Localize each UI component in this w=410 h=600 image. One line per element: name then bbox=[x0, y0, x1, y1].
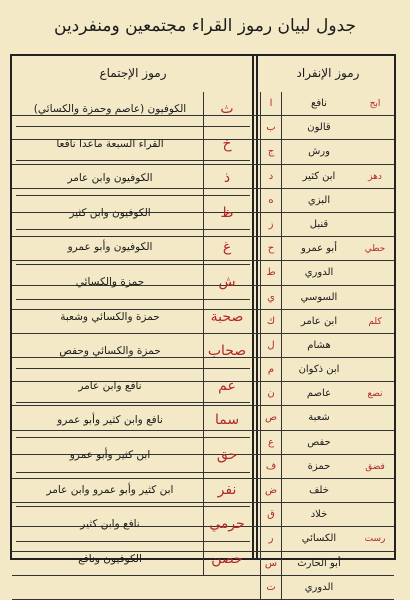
combined-row bbox=[16, 403, 250, 438]
reader-name: حمزة bbox=[307, 460, 331, 472]
group-label bbox=[362, 261, 388, 284]
group-label bbox=[362, 552, 388, 575]
reader-name: السوسي bbox=[300, 291, 338, 303]
combined-symbol: ظ bbox=[203, 196, 250, 230]
combined-row bbox=[16, 92, 250, 127]
reader-code: ه bbox=[260, 189, 282, 212]
combined-description: الكوفيون ونافع bbox=[78, 552, 142, 565]
combined-description: الكوفيون وابن عامر bbox=[67, 172, 153, 185]
reader-code: ح bbox=[260, 237, 282, 260]
reader-code: ي bbox=[260, 286, 282, 309]
combined-description: الكوفيون وابن كثير bbox=[69, 206, 151, 219]
group-label: نصع bbox=[367, 389, 383, 400]
reader-code: ب bbox=[260, 116, 282, 139]
reader-code: ت bbox=[260, 576, 282, 599]
combined-row bbox=[16, 196, 250, 231]
reader-code: ج bbox=[260, 140, 282, 163]
combined-symbol: غ bbox=[203, 230, 250, 264]
reader-name: الدوري bbox=[304, 267, 334, 279]
reader-name: البزي bbox=[307, 194, 331, 206]
combined-header: رموز الإجتماع bbox=[99, 66, 167, 80]
combined-symbol: سما bbox=[203, 403, 250, 437]
group-label bbox=[362, 286, 388, 309]
combined-row bbox=[16, 369, 250, 404]
combined-description: الكوفيون وأبو عمرو bbox=[67, 241, 153, 254]
individual-header: رموز الإنفراد bbox=[296, 66, 360, 80]
reader-code: م bbox=[260, 358, 282, 381]
group-label: كلم bbox=[368, 316, 382, 327]
reader-name: خلاد bbox=[310, 509, 328, 521]
reader-code: د bbox=[260, 165, 282, 188]
reader-code: ف bbox=[260, 455, 282, 478]
reader-name: ابن ذكوان bbox=[298, 364, 340, 376]
combined-row bbox=[16, 230, 250, 265]
combined-description: نافع وابن عامر bbox=[78, 379, 142, 392]
group-label bbox=[362, 116, 388, 139]
combined-description: ابن كثير وأبو عمرو bbox=[69, 448, 151, 461]
reader-code: ل bbox=[260, 334, 282, 357]
reader-name: أبو عمرو bbox=[300, 243, 337, 255]
combined-description: ابن كثير وأبو عمرو وابن عامر bbox=[46, 483, 174, 496]
individual-row bbox=[12, 576, 394, 600]
reader-name: شعبة bbox=[308, 412, 330, 424]
reader-code: ز bbox=[260, 213, 282, 236]
reader-name: عاصم bbox=[306, 388, 332, 400]
group-label bbox=[362, 140, 388, 163]
group-label bbox=[362, 479, 388, 502]
group-label bbox=[362, 406, 388, 429]
reader-name: ابن كثير bbox=[302, 170, 336, 182]
combined-symbol: حصن bbox=[203, 542, 250, 576]
reader-name: خلف bbox=[309, 485, 329, 496]
group-label bbox=[362, 576, 388, 599]
group-label bbox=[362, 358, 388, 381]
reader-name: نافع bbox=[311, 98, 327, 109]
combined-symbol: صحاب bbox=[203, 334, 250, 368]
combined-row bbox=[16, 300, 250, 335]
group-label: ابج bbox=[369, 99, 381, 109]
reader-name: هشام bbox=[307, 339, 331, 351]
group-label bbox=[362, 503, 388, 526]
combined-row bbox=[16, 507, 250, 542]
group-label: رست bbox=[364, 534, 386, 545]
combined-row bbox=[16, 127, 250, 162]
combined-description: القراء السبعة ماعدا نافعا bbox=[56, 137, 164, 150]
combined-row bbox=[16, 542, 250, 577]
reader-code: ك bbox=[260, 310, 282, 333]
reader-code: ق bbox=[260, 503, 282, 526]
combined-description: حمزة والكسائي وحفص bbox=[59, 345, 161, 358]
reader-name: الدوري bbox=[304, 581, 334, 593]
combined-symbol: ث bbox=[203, 92, 250, 126]
combined-row bbox=[16, 265, 250, 300]
reader-code: ص bbox=[260, 406, 282, 429]
reader-code: ن bbox=[260, 382, 282, 405]
combined-row bbox=[16, 438, 250, 473]
combined-description: نافع وابن كثير bbox=[80, 518, 140, 531]
group-label bbox=[362, 431, 388, 454]
reader-name: ورش bbox=[308, 146, 330, 158]
combined-symbol: نفر bbox=[203, 473, 250, 507]
combined-symbol: عم bbox=[203, 369, 250, 403]
reader-code: ض bbox=[260, 479, 282, 502]
combined-symbol: ذ bbox=[203, 161, 250, 195]
combined-symbol: ش bbox=[203, 265, 250, 299]
group-label bbox=[362, 334, 388, 357]
combined-symbol: صحبة bbox=[203, 300, 250, 334]
combined-description: حمزة والكسائي bbox=[75, 275, 145, 288]
reader-code: ط bbox=[260, 261, 282, 284]
reader-code: س bbox=[260, 552, 282, 575]
group-label: دهز bbox=[368, 171, 382, 182]
group-label: فضق bbox=[365, 461, 385, 472]
combined-description: نافع وابن كثير وأبو عمرو bbox=[57, 414, 163, 427]
reader-name: قالون bbox=[307, 122, 331, 134]
reader-code: ع bbox=[260, 431, 282, 454]
combined-symbol: حرمي bbox=[203, 507, 250, 541]
reader-code: ا bbox=[260, 92, 282, 115]
reader-name: حفص bbox=[307, 436, 331, 448]
group-label bbox=[362, 213, 388, 236]
reader-name: قنبل bbox=[309, 218, 329, 230]
reader-code: ر bbox=[260, 527, 282, 550]
combined-symbol: حق bbox=[203, 438, 250, 472]
combined-symbol: خ bbox=[203, 127, 250, 161]
combined-description: حمزة والكسائي وشعبة bbox=[60, 310, 160, 323]
group-label: حطي bbox=[364, 244, 386, 255]
reader-name: ابن عامر bbox=[300, 315, 338, 327]
reader-name: الكسائي bbox=[301, 533, 337, 545]
page-title: جدول لبيان رموز القراء مجتمعين ومنفردين bbox=[54, 16, 356, 36]
combined-table bbox=[16, 92, 250, 576]
combined-row bbox=[16, 161, 250, 196]
reader-name: أبو الحارث bbox=[297, 557, 341, 569]
combined-row bbox=[16, 473, 250, 508]
group-label bbox=[362, 189, 388, 212]
combined-row bbox=[16, 334, 250, 369]
combined-description: الكوفيون (عاصم وحمزة والكسائي) bbox=[33, 103, 187, 115]
